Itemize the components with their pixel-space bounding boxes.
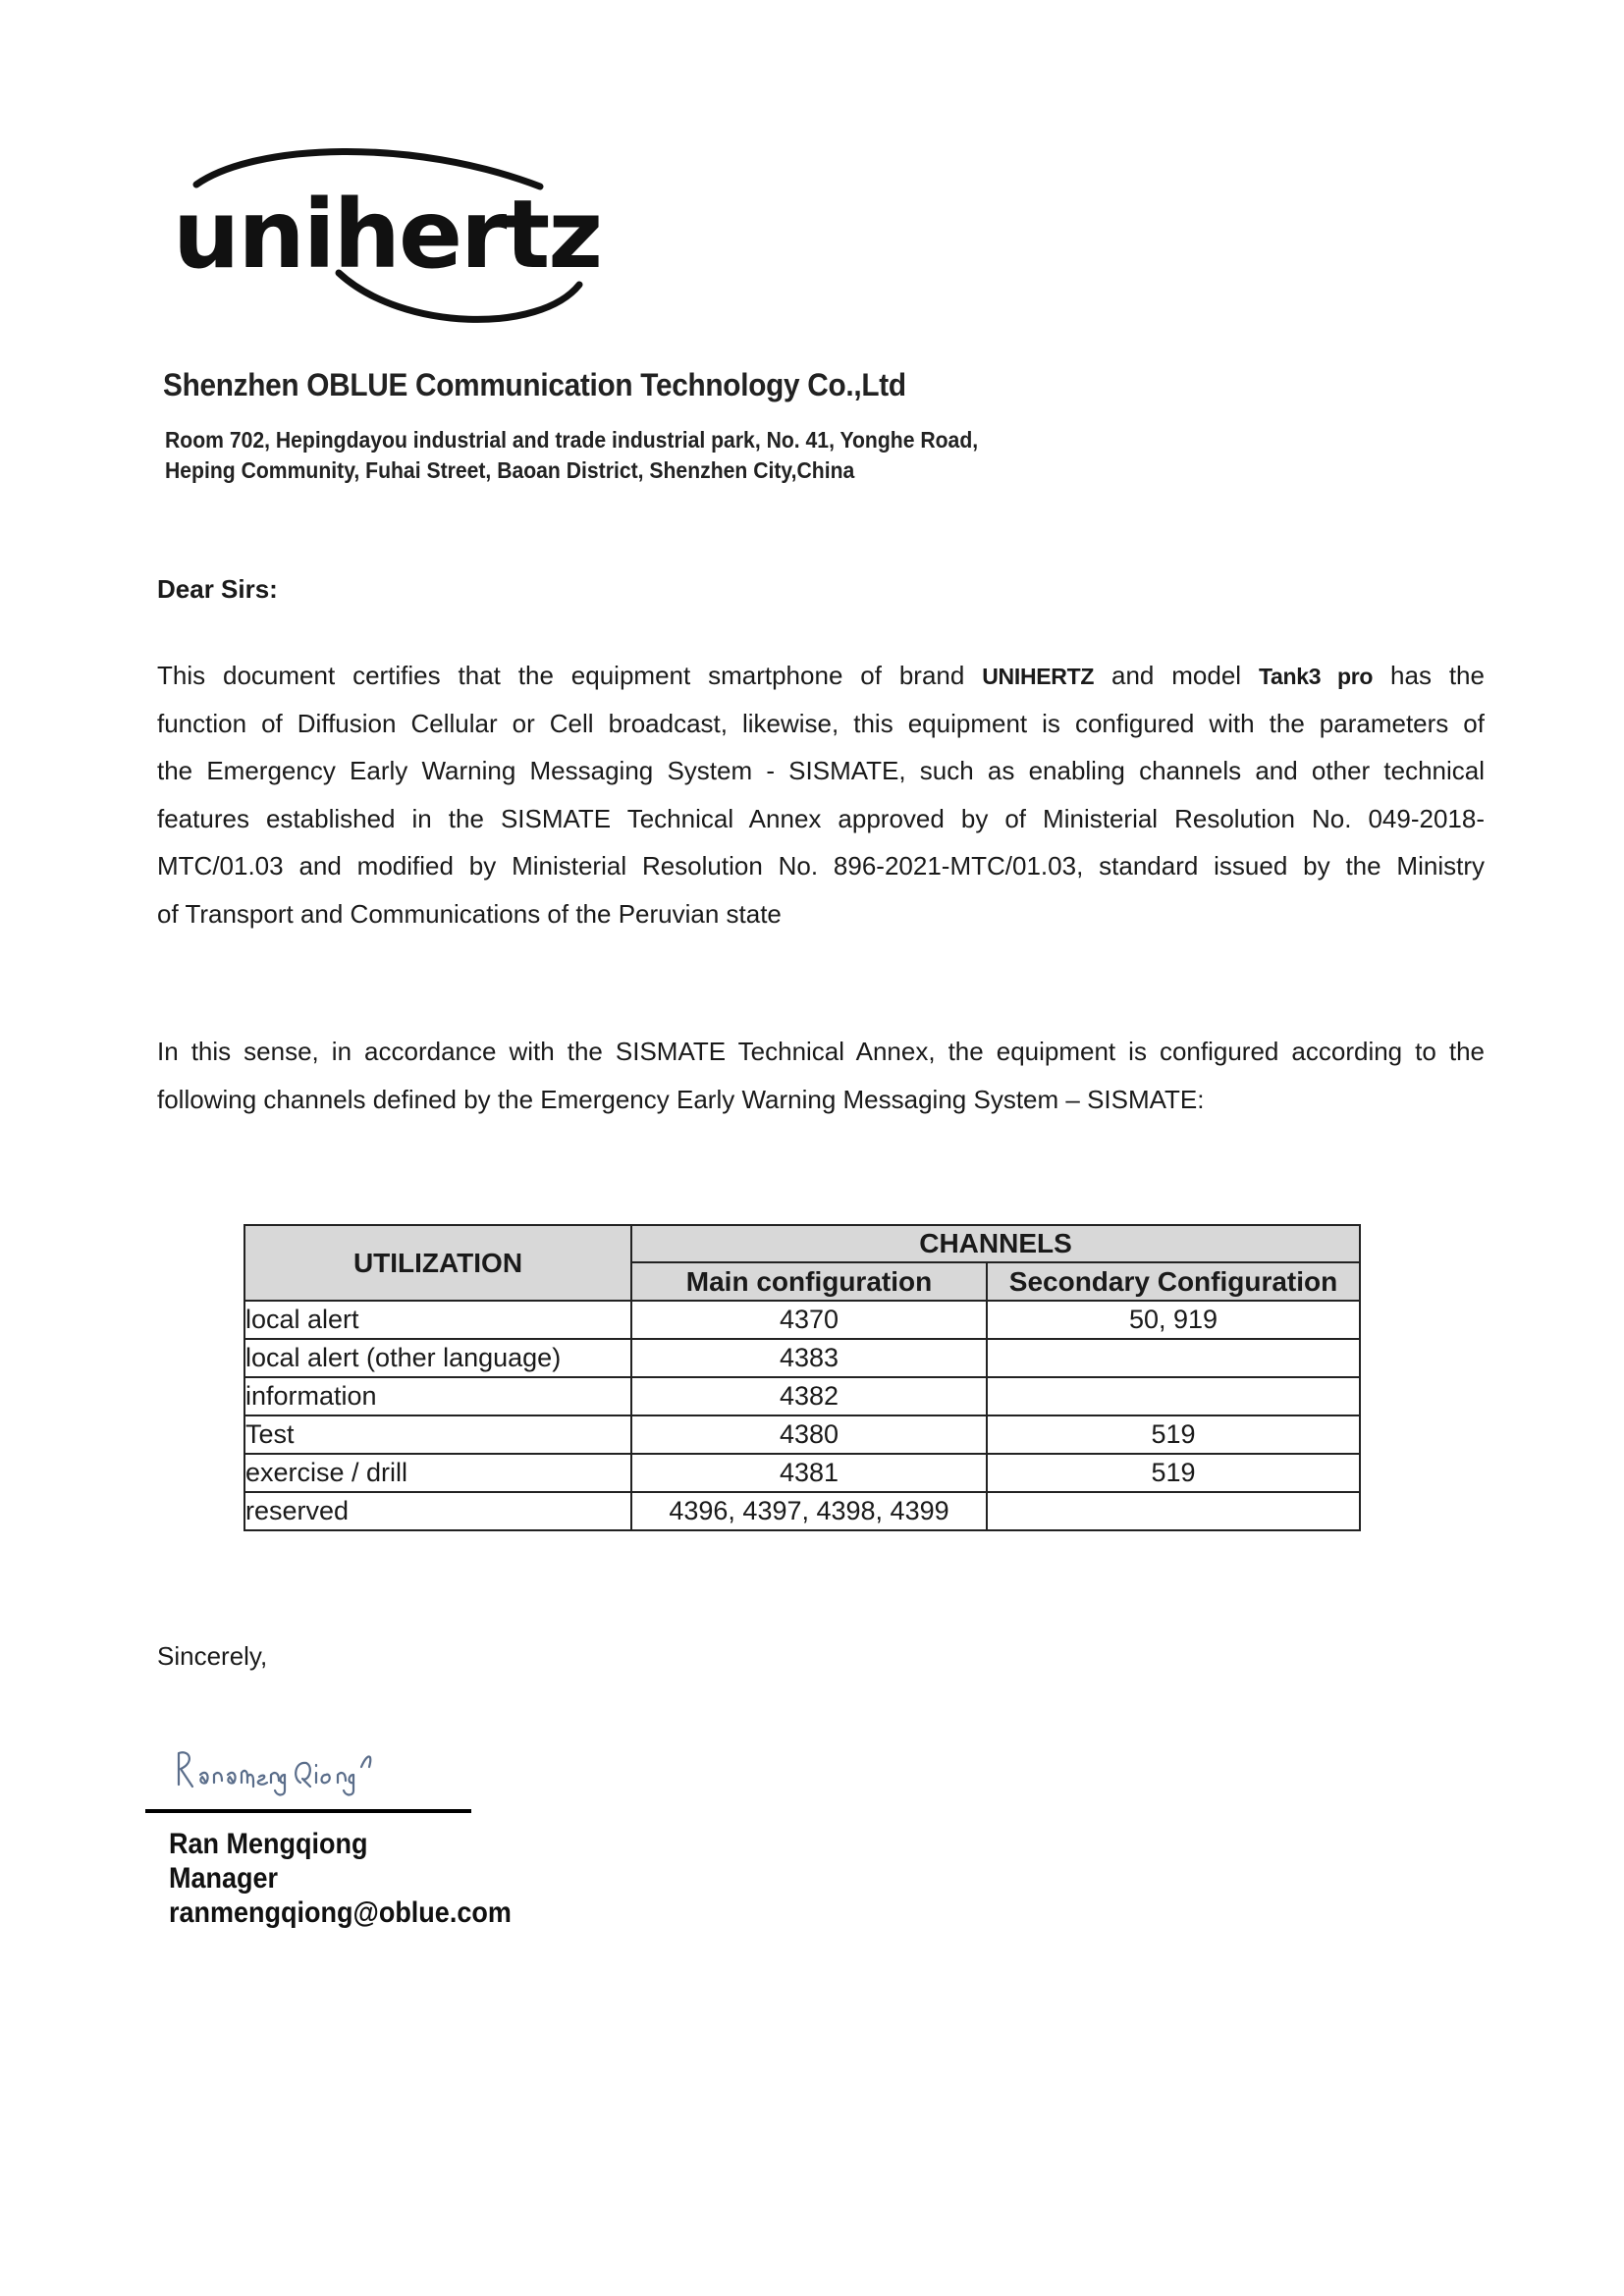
signatory-title: Manager: [169, 1862, 279, 1895]
model-name: Tank3 pro: [1258, 664, 1374, 689]
paragraph-line: MTC/01.03 and modified by Ministerial Resolution No. 896-2021-MTC/01.03, standard issued by the Ministry: [157, 851, 1485, 881]
table-row: [244, 1415, 1360, 1454]
paragraph-line: features established in the SISMATE Technical Annex approved by of Ministerial Resolution No. 049-2018-: [157, 803, 1485, 833]
paragraph-line: of Transport and Communications of the Peruvian state: [157, 898, 782, 929]
table-row: [244, 1377, 1360, 1415]
channels-table: [244, 1224, 1361, 1531]
address-line-2: Heping Community, Fuhai Street, Baoan District, Shenzhen City,China: [165, 457, 855, 483]
paragraph-line: [157, 652, 1485, 700]
unihertz-logo: [167, 147, 619, 329]
secondary-channel-cell: [987, 1339, 1360, 1377]
main-channel-cell: 4381: [631, 1454, 987, 1492]
paragraph-line: In this sense, in accordance with the SISMATE Technical Annex, the equipment is configured according to the: [157, 1037, 1485, 1066]
main-channel-cell: 4383: [631, 1339, 987, 1377]
handwritten-signature: [169, 1728, 414, 1801]
secondary-channel-cell: 50, 919: [987, 1301, 1360, 1339]
table-row: [244, 1301, 1360, 1339]
secondary-channel-cell: [987, 1492, 1360, 1530]
header-utilization: UTILIZATION: [244, 1225, 631, 1301]
text-span: has the: [1390, 661, 1485, 690]
channels-intro-paragraph: [157, 1028, 1485, 1123]
greeting: Dear Sirs:: [157, 574, 278, 604]
table-row: [244, 1339, 1360, 1377]
certification-paragraph: [157, 652, 1485, 937]
main-channel-cell: 4396, 4397, 4398, 4399: [631, 1492, 987, 1530]
utilization-cell: reserved: [244, 1492, 631, 1530]
text-span: and model: [1111, 661, 1242, 690]
secondary-channel-cell: [987, 1377, 1360, 1415]
brand-name: UNIHERTZ: [982, 664, 1095, 689]
paragraph-line: the Emergency Early Warning Messaging System - SISMATE, such as enabling channels and other technical: [157, 756, 1485, 785]
signatory-email: ranmengqiong@oblue.com: [169, 1896, 512, 1929]
utilization-cell: exercise / drill: [244, 1454, 631, 1492]
main-channel-cell: 4370: [631, 1301, 987, 1339]
paragraph-line: function of Diffusion Cellular or Cell broadcast, likewise, this equipment is configured with the parameters of: [157, 708, 1485, 738]
main-channel-cell: 4382: [631, 1377, 987, 1415]
secondary-channel-cell: 519: [987, 1415, 1360, 1454]
header-main-configuration: Main configuration: [631, 1262, 987, 1301]
closing: Sincerely,: [157, 1641, 268, 1671]
utilization-cell: local alert: [244, 1301, 631, 1339]
svg-text:unihertz: unihertz: [173, 180, 602, 290]
text-span: This document certifies that the equipment smartphone of brand: [157, 661, 965, 690]
header-secondary-configuration: Secondary Configuration: [987, 1262, 1360, 1301]
address-line-1: Room 702, Hepingdayou industrial and trade industrial park, No. 41, Yonghe Road,: [165, 427, 979, 453]
header-channels: CHANNELS: [631, 1225, 1360, 1262]
utilization-cell: information: [244, 1377, 631, 1415]
secondary-channel-cell: 519: [987, 1454, 1360, 1492]
utilization-cell: Test: [244, 1415, 631, 1454]
table-row: [244, 1454, 1360, 1492]
signatory-name: Ran Mengqiong: [169, 1828, 368, 1860]
main-channel-cell: 4380: [631, 1415, 987, 1454]
signature-line: [145, 1809, 471, 1813]
table-row: [244, 1492, 1360, 1530]
paragraph-line: following channels defined by the Emergency Early Warning Messaging System – SISMATE:: [157, 1084, 1205, 1114]
utilization-cell: local alert (other language): [244, 1339, 631, 1377]
company-name: Shenzhen OBLUE Communication Technology Co.,Ltd: [163, 367, 906, 402]
